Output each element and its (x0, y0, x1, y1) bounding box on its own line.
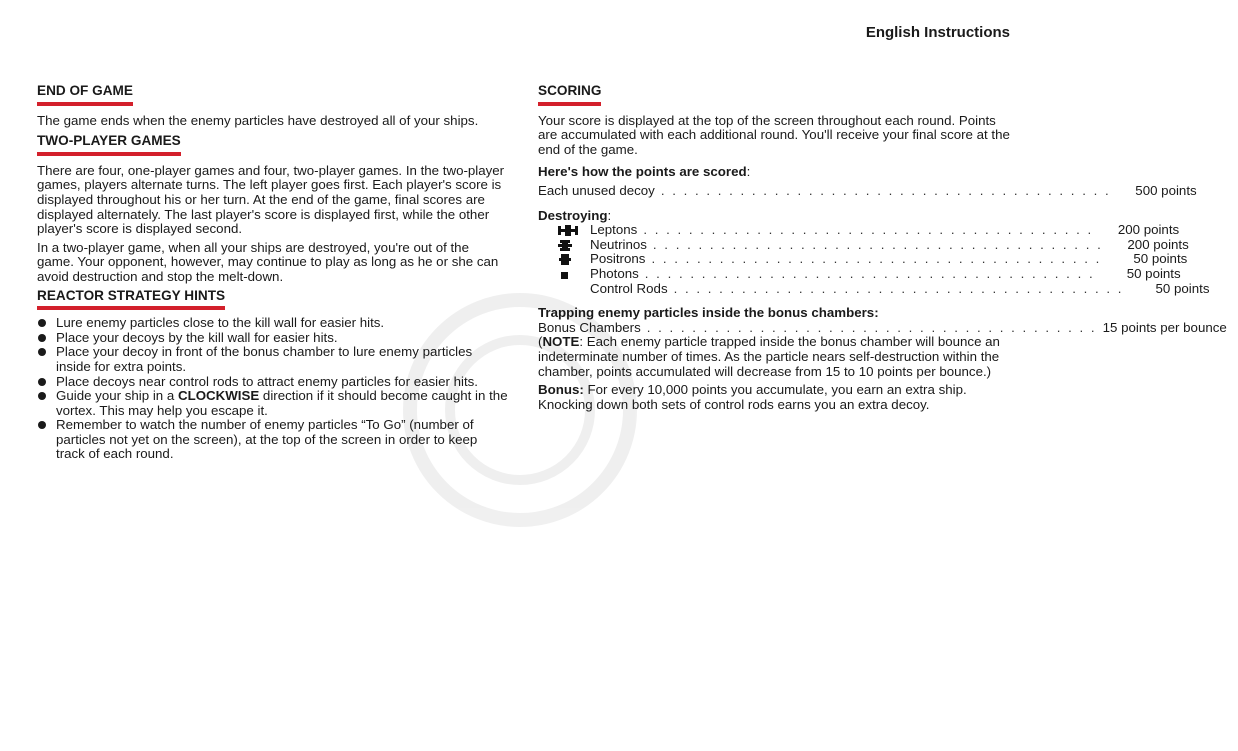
note-text: (NOTE: Each enemy particle trapped inside the bonus chamber will bounce an indeterminate number of times. As the particle nears self-destruction within the chamber, points accumulated will decrease from 15 to 10 points per bounce.) (538, 334, 1000, 379)
bonus-text: Bonus: For every 10,000 points you accumulate, you earn an extra ship. Knocking down both sets of control rods earns you an extra decoy. (538, 382, 967, 412)
leader-dots: . . . . . . . . . . . . . . . . . . . . . . . . . . . . . . . . . . . . . . . . (644, 265, 1095, 281)
destroying-table (538, 222, 1210, 296)
positron-icon (558, 254, 586, 265)
two-player-paragraph-2: In a two-player game, when all your ships are destroyed, you're out of the game. Your opponent, however, may continue to play as long as he or she can avoid destruction and stop the melt-down. (37, 239, 499, 284)
trapping-label: Trapping enemy particles inside the bonus chambers: (538, 305, 879, 321)
destroy-row-positrons: Positrons . . . . . . . . . . . . . . . . . . . . . . . . . . . . . . . . . . . . . . . . 50 points (538, 252, 895, 267)
destroy-row-leptons: Leptons . . . . . . . . . . . . . . . . . . . . . . . . . . . . . . . . . . . . . . . . 200 points (538, 223, 895, 238)
bullet-icon (38, 334, 46, 342)
trapping-section (538, 305, 1227, 335)
leader-dots: . . . . . . . . . . . . . . . . . . . . . . . . . . . . . . . . . . . . . . . . (673, 280, 1124, 296)
leader-dots: . . . . . . . . . . . . . . . . . . . . . . . . . . . . . . . . . . . . . . . . (646, 319, 1097, 335)
hint-item: Place your decoys by the kill wall for easier hits. (37, 331, 509, 346)
scoring-heading: SCORING (538, 84, 601, 106)
bonus-chambers-row (538, 319, 1227, 336)
leader-dots: . . . . . . . . . . . . . . . . . . . . . . . . . . . . . . . . . . . . . . . . (652, 236, 1103, 252)
hint-item: Place your decoy in front of the bonus chamber to lure enemy particles inside for extra points. (37, 345, 509, 374)
end-of-game-text: The game ends when the enemy particles have destroyed all of your ships. (37, 112, 479, 128)
bullet-icon (38, 348, 46, 356)
hint-item: Guide your ship in a CLOCKWISE direction if it should become caught in the vortex. This may help you escape it. (37, 389, 509, 418)
bullet-icon (38, 378, 46, 386)
photon-icon (558, 269, 586, 280)
bullet-icon (38, 421, 46, 429)
destroy-row-photons: Photons . . . . . . . . . . . . . . . . . . . . . . . . . . . . . . . . . . . . . . . . 50 points (538, 267, 895, 282)
bullet-icon (38, 392, 46, 400)
end-of-game-heading: END OF GAME (37, 84, 133, 106)
bonus-chambers-points: 15 points per bounce (1102, 319, 1227, 335)
hint-item: Remember to watch the number of enemy particles “To Go” (number of particles not yet on the screen), at the top of the screen in order to keep track of each round. (37, 418, 509, 462)
hint-item: Place decoys near control rods to attract enemy particles for easier hits. (37, 375, 509, 390)
hints-heading: REACTOR STRATEGY HINTS (37, 289, 225, 311)
two-player-heading: TWO-PLAYER GAMES (37, 134, 181, 156)
neutrino-icon (558, 240, 586, 251)
unused-decoy-points: 500 points (1135, 182, 1197, 198)
leader-dots: . . . . . . . . . . . . . . . . . . . . . . . . . . . . . . . . . . . . . . . . (651, 251, 1102, 267)
scoring-intro: Your score is displayed at the top of the screen throughout each round. Points are accumulated with each additional round. You'll receive your final score at the end of the game. (538, 112, 1010, 157)
clockwise-emphasis: CLOCKWISE (177, 388, 260, 404)
how-scored-label: Here's how the points are scored (538, 164, 747, 180)
hints-list (37, 316, 509, 462)
left-column (37, 84, 509, 462)
unused-decoy-row (538, 182, 1197, 199)
bullet-icon (38, 319, 46, 327)
destroy-row-neutrinos: Neutrinos . . . . . . . . . . . . . . . . . . . . . . . . . . . . . . . . . . . . . . . . 200 points (538, 238, 895, 253)
hint-item: Lure enemy particles close to the kill wall for easier hits. (37, 316, 509, 331)
leader-dots: . . . . . . . . . . . . . . . . . . . . . . . . . . . . . . . . . . . . . . . . (660, 182, 1111, 198)
right-column: SCORING Your score is displayed at the top of the screen throughout each round. Points are accumulated with each additional round. You'll receive your final score at the end of the game. Here's how the points are scored: Each unused decoy . . . . . . . . . . . . . . . . . . . . . . . . . . . . . . . . . . . . . . . . 500 points Destroying: Leptons . . . . . . . . . . . . . . . . . . . . . . . . . . . . . . . . . . . . . . . . 200 points Neutrinos . . . . . . . . . . . . . . . . . . . . . . . . . . . . . . . . . . . . . . . . 200 points Positrons . . . . . . . . . . . . . . . . . . . . . . . . . . . . . . . . . . . . . . . . 50 points Photons . . . . . . . . . . . . . . . . . . . . . . . . . . . . . . . . . . . . . . . . 50 points Control Rods . . . . . . . . . . . . . . . . . . . . . . . . . . . . . . . . . . . . . . . . 50 points Trapping enemy particles inside the bonus chambers: Bonus Chambers . . . . . . . . . . . . . . . . . . . . . . . . . . . . . . . . . . . . . . . . 15 points per bounce (NOTE: Each enemy particle trapped inside the bonus chamber will bounce an indeterminate number of times. As the particle nears self-destruction within the chamber, points accumulated will decrease from 15 to 10 points per bounce.) Bonus: For every 10,000 points you accumulate, you earn an extra ship. Knocking down both sets of control rods earns you an extra decoy. (538, 84, 1014, 412)
leader-dots: . . . . . . . . . . . . . . . . . . . . . . . . . . . . . . . . . . . . . . . . (643, 222, 1094, 238)
unused-decoy-label: Each unused decoy (538, 182, 655, 198)
destroying-label: Destroying (538, 207, 608, 223)
page-title: English Instructions (865, 24, 1010, 41)
lepton-icon (558, 225, 586, 236)
bonus-chambers-label: Bonus Chambers (538, 319, 641, 335)
two-player-paragraph-1: There are four, one-player games and four, two-player games. In the two-player games, players alternate turns. The left player goes first. Each player's score is displayed throughout his or her turn. At the end of the game, final scores are displayed alternately. The last player's score is displayed first, while the other player's score is displayed second. (37, 162, 505, 237)
destroy-row-control-rods: Control Rods . . . . . . . . . . . . . . . . . . . . . . . . . . . . . . . . . . . . . . . . 50 points (590, 280, 1210, 296)
